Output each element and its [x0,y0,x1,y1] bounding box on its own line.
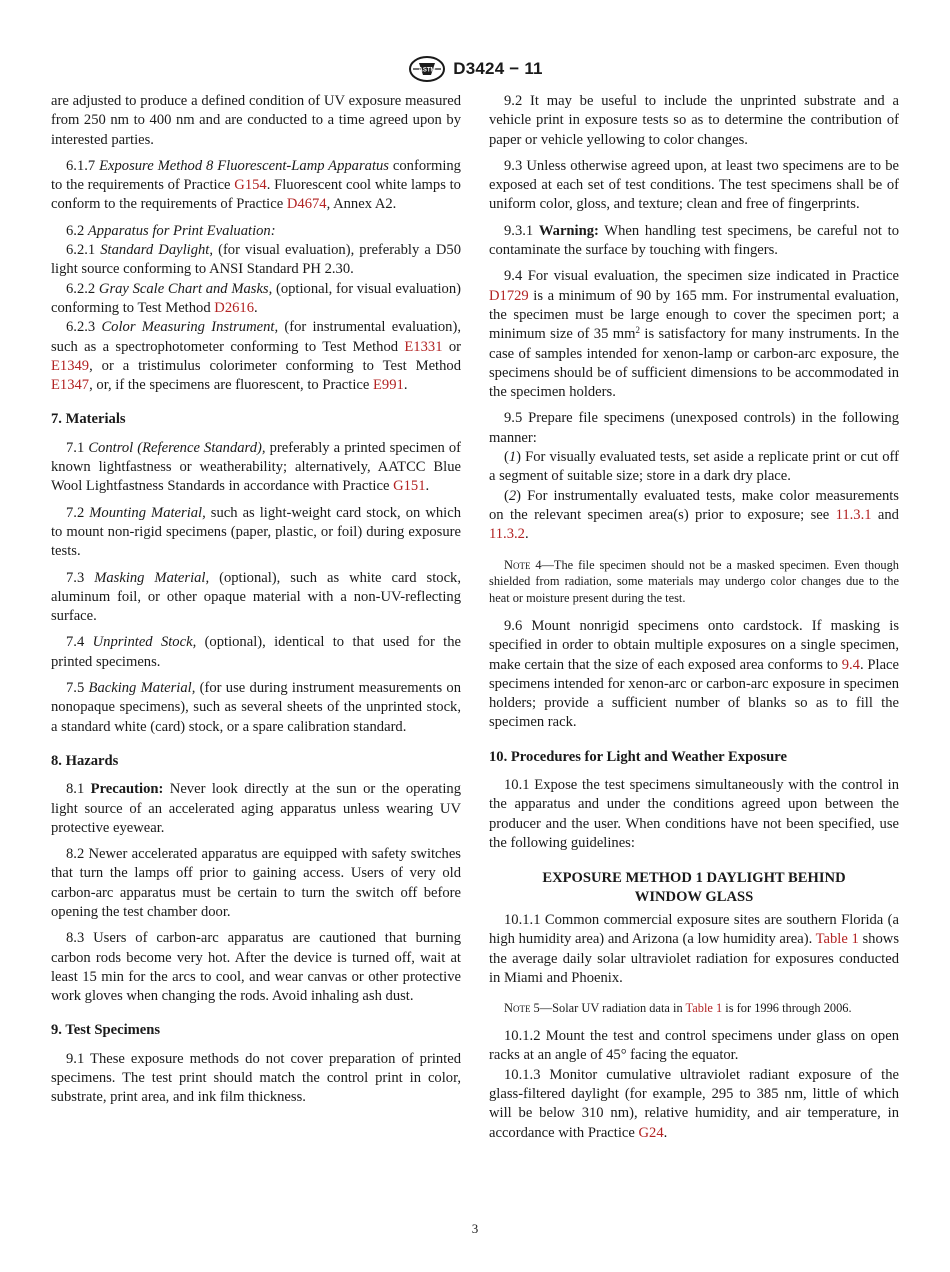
ref-link-d2616[interactable]: D2616 [214,299,255,316]
paragraph-7-5: 7.5 Backing Material, (for use during instrument measurements on nonopaque specimens), such as several sheets of the unprinted stock, a standard white (card) stock, or a spare calibration standard. [51,680,461,735]
paragraph-9-5-item-2: (2) For instrumentally evaluated tests, make color measurements on the relevant specimen area(s) prior to exposure; see 11.3.1 and 11.3.2. [489,487,899,543]
paragraph-10-1-2: 10.1.2 Mount the test and control specimens under glass on open racks at an angle of 45° facing the equator. [489,1028,899,1064]
paragraph-6-1-7: 6.1.7 Exposure Method 8 Fluorescent-Lamp Apparatus conforming to the requirements of Practice G154. Fluorescent cool white lamps to conform to the requirements of Practice D4674, Annex A2. [51,157,461,213]
ref-link-e991[interactable]: E991 [373,377,404,394]
ref-link-d4674[interactable]: D4674 [286,196,327,213]
paragraph-7-3: 7.3 Masking Material, (optional), such as white card stock, aluminum foil, or other opaque material with a non-UV-reflecting surface. [51,569,461,625]
section-heading-10: 10. Procedures for Light and Weather Exposure [489,748,787,765]
note-4: Note 4—The file specimen should not be a masked specimen. Even though shielded from radiation, some materials may undergo color changes due to the heat or moisture present during the test. [489,557,899,606]
paragraph-7-4: 7.4 Unprinted Stock, (optional), identical to that used for the printed specimens. [51,634,462,670]
paragraph-9-1: 9.1 These exposure methods do not cover preparation of printed specimens. The test print should match the control print in color, substrate, print area, and ink film thickness. [51,1050,461,1106]
ref-link-e1347[interactable]: E1347 [51,377,90,394]
astm-logo-icon [407,54,447,84]
paragraph-7-2: 7.2 Mounting Material, such as light-weight card stock, on which to mount non-rigid specimens (paper, plastic, or foil) during exposure tests. [51,504,461,560]
ref-link-g24[interactable]: G24 [638,1124,664,1141]
section-heading-9: 9. Test Specimens [51,1022,161,1039]
ref-link-11-3-1[interactable]: 11.3.1 [835,506,872,523]
paragraph-9-6: 9.6 Mount nonrigid specimens onto cardstock. If masking is specified in order to obtain multiple exposures on a single specimen, make certain that the size of each exposed area conforms to 9.4. Place specimens intended for xenon-arc or carbon-arc exposure in specimen holders; provide a sufficient number of blanks so as to fill the specimen rack. [489,617,899,731]
svg-text:ASTM: ASTM [418,67,436,74]
paragraph-10-1: 10.1 Expose the test specimens simultaneously with the control in the apparatus and under the conditions agreed upon between the producer and the user. When conditions have not been specified, use the following guidelines: [489,777,899,851]
section-heading-8: 8. Hazards [51,752,119,769]
paragraph-8-3: 8.3 Users of carbon-arc apparatus are cautioned that burning carbon rods become very hot. After the device is turned off, wait at least 15 min for the arcs to cool, and wear canvas or other protective work gloves when changing the rods. Avoid inhaling ash dust. [51,930,461,1005]
paragraph-9-4: 9.4 For visual evaluation, the specimen size indicated in Practice D1729 is a minimum of 90 by 165 mm. For instrumental evaluation, the specimen must be large enough to cover the specimen port; a minimum size of 35 $mm^2$ is satisfactory for many instruments. In the case of samples intended for xenon-lamp or carbon-arc exposure, the specimens should be of sufficient dimensions to be accommodated in the specimen holders. [489,268,900,401]
ref-link-d1729[interactable]: D1729 [489,287,529,304]
paragraph-8-1: 8.1 Precaution: Never look directly at the sun or the operating light source of an accelerated aging apparatus unless wearing UV protective eyewear. [51,781,461,836]
paragraph-6-2: 6.2 Apparatus for Print Evaluation: [66,222,276,239]
paragraph-7-1: 7.1 Control (Reference Standard), preferably a printed specimen of known lightfastness or weatherability; alternatively, AATCC Blue Wool Lightfastness Standards in accordance with Practice G151. [51,439,461,495]
paragraph-8-2: 8.2 Newer accelerated apparatus are equipped with safety switches that turn the lamps off prior to gaining access. Users of very old carbon-arc apparatus must be certain to turn the switch off before opening the test chamber door. [51,846,461,920]
paragraph-9-5: 9.5 Prepare file specimens (unexposed controls) in the following manner: [489,410,899,446]
ref-link-e1331[interactable]: E1331 [404,338,443,355]
ref-link-e1349[interactable]: E1349 [51,357,90,374]
page-number: 3 [471,1221,479,1236]
paragraph-9-3: 9.3 Unless otherwise agreed upon, at least two specimens are to be exposed at each set of test conditions. The test specimens shall be of uniform color, gloss, and texture; clean and free of fingerprints. [489,157,899,213]
ref-link-table-1[interactable]: Table 1 [815,931,859,948]
right-column [489,92,899,1143]
method-1-title: EXPOSURE METHOD 1 DAYLIGHT BEHIND WINDOW GLASS [542,870,846,906]
paragraph-10-1-3: 10.1.3 Monitor cumulative ultraviolet radiant exposure of the glass-filtered daylight (for example, 295 to 385 nm, little of which will be below 310 nm), relative humidity, and air temperature, in accordance with Practice G24. [489,1066,899,1141]
paragraph-6-2-1: 6.2.1 Standard Daylight, (for visual evaluation), preferably a D50 light source conforming to ANSI Standard PH 2.30. [51,242,461,278]
paragraph-9-3-1: 9.3.1 Warning: When handling test specimens, be careful not to contaminate the surface by touching with fingers. [489,222,899,259]
paragraph-10-1-1: 10.1.1 Common commercial exposure sites are southern Florida (a high humidity area) and Arizona (a low humidity area). Table 1 shows the average daily solar ultraviolet radiation for exposures conducted in Miami and Phoenix. [489,912,899,987]
ref-link-table-1-note[interactable]: Table 1 [685,1001,723,1016]
ref-link-11-3-2[interactable]: 11.3.2 [489,526,525,543]
paragraph-9-5-item-1: (1) For visually evaluated tests, set aside a replicate print or cut off a segment of suitable size; store in a dark dry place. [489,449,899,485]
document-id: D3424 − 11 [453,59,543,78]
left-column [51,92,461,1115]
ref-link-g154[interactable]: G154 [234,177,267,194]
ref-link-g151[interactable]: G151 [393,478,426,495]
section-heading-7: 7. Materials [51,411,126,428]
paragraph-continuation: are adjusted to produce a defined condition of UV exposure measured from 250 nm to 400 nm and are conducted to a time agreed upon by interested parties. [51,93,461,148]
paragraph-9-2: 9.2 It may be useful to include the unprinted substrate and a vehicle print in exposure tests so as to determine the contribution of paper or vehicle yellowing to color changes. [489,93,899,148]
ref-link-9-4[interactable]: 9.4 [841,656,860,673]
page-header [0,54,950,84]
note-5: Note 5—Solar UV radiation data in Table 1 is for 1996 through 2006. [504,1001,852,1016]
paragraph-6-2-3: 6.2.3 Color Measuring Instrument, (for instrumental evaluation), such as a spectrophotometer conforming to Test Method E1331 or E1349, or a tristimulus colorimeter conforming to Test Method E1347, or, if the specimens are fluorescent, to Practice E991. [51,319,461,394]
paragraph-6-2-2: 6.2.2 Gray Scale Chart and Masks, (optional, for visual evaluation) conforming to Test Method D2616. [51,280,461,316]
